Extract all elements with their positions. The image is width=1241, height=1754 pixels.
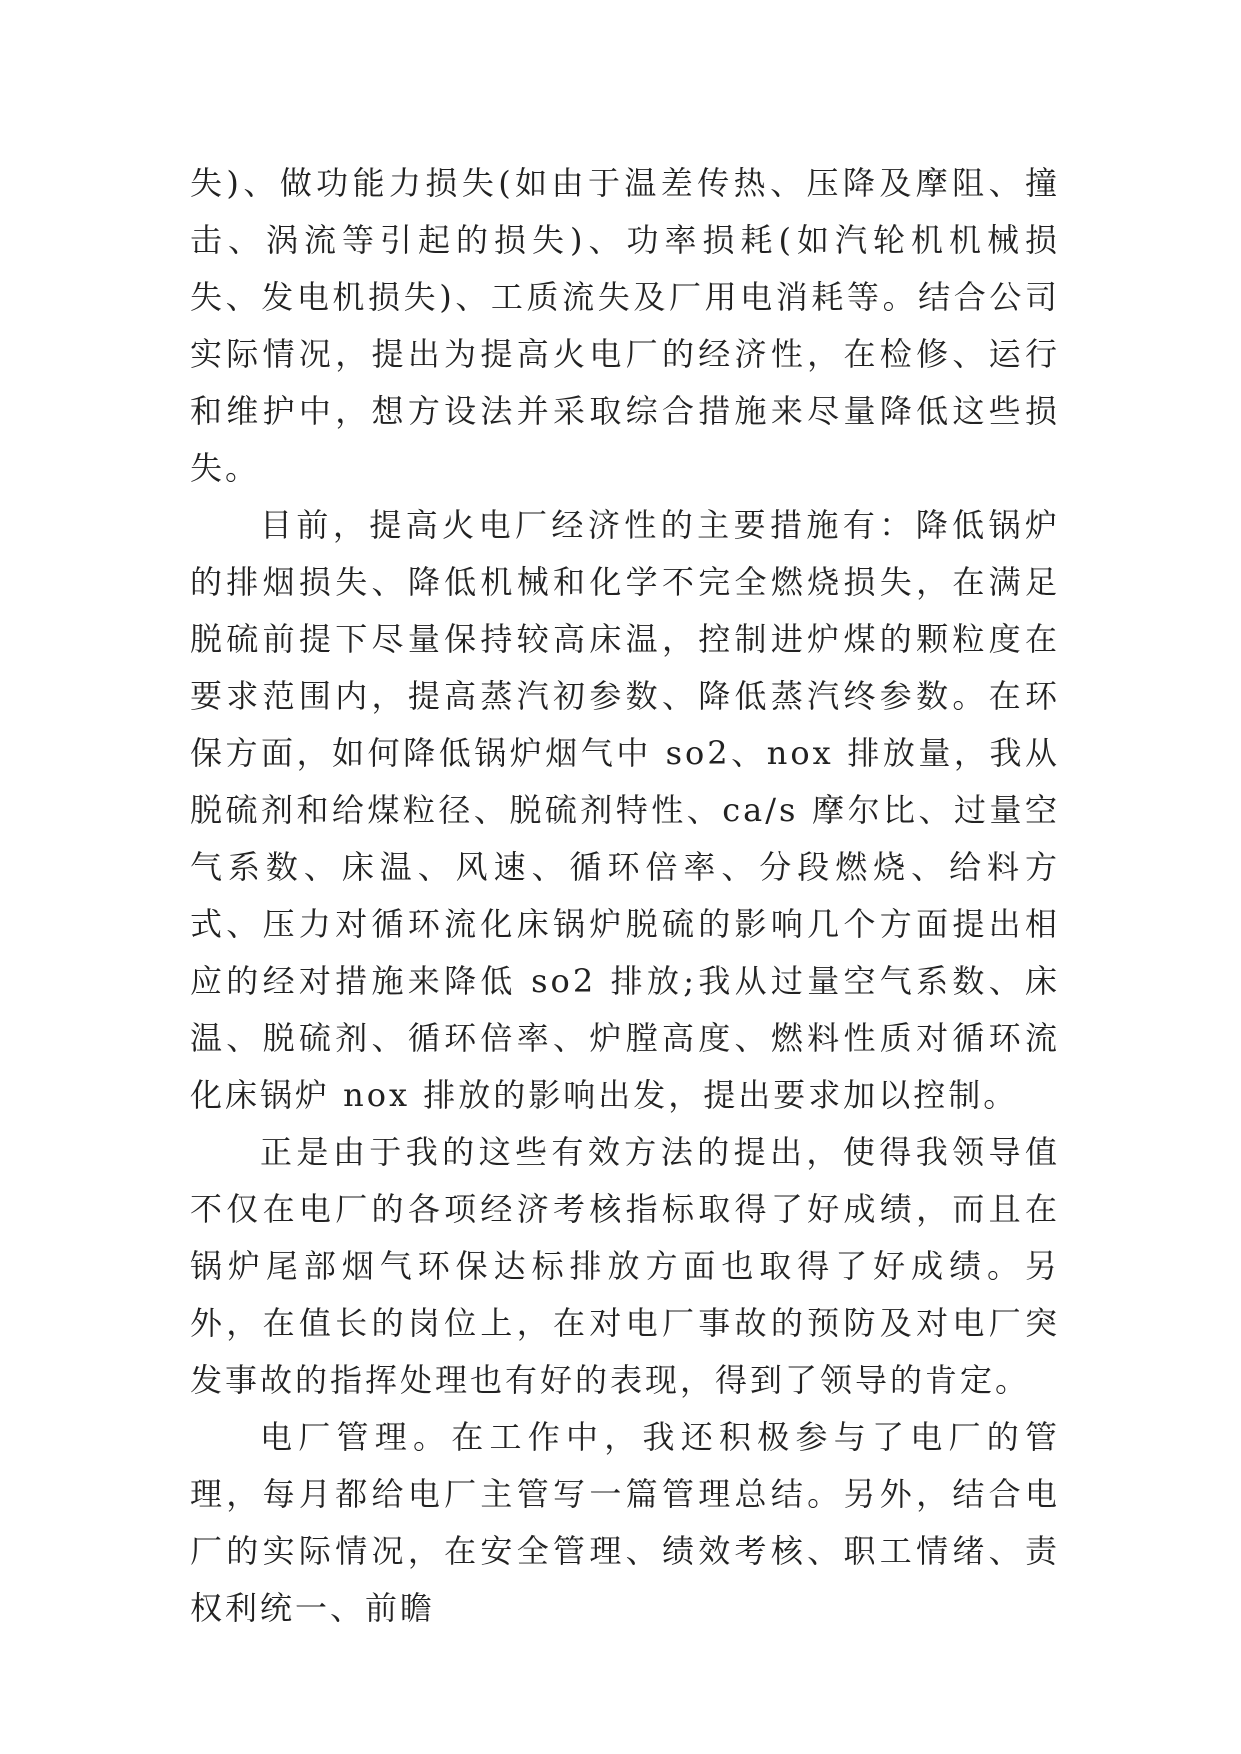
paragraph-management: 电厂管理。在工作中，我还积极参与了电厂的管理，每月都给电厂主管写一篇管理总结。另外，结合电厂的实际情况，在安全管理、绩效考核、职工情绪、责权利统一、前瞻 xyxy=(190,1418,1060,1627)
document-body xyxy=(190,155,1060,1637)
paragraph-continuation: 失)、做功能力损失(如由于温差传热、压降及摩阻、撞击、涡流等引起的损失)、功率损耗(如汽轮机机械损失、发电机损失)、工质流失及厂用电消耗等。结合公司实际情况，提出为提高火电厂的经济性，在检修、运行和维护中，想方设法并采取综合措施来尽量降低这些损失。 xyxy=(190,164,1060,487)
paragraph-measures: 目前，提高火电厂经济性的主要措施有：降低锅炉的排烟损失、降低机械和化学不完全燃烧损失，在满足脱硫前提下尽量保持较高床温，控制进炉煤的颗粒度在要求范围内，提高蒸汽初参数、降低蒸汽终参数。在环保方面，如何降低锅炉烟气中 so2、nox 排放量，我从脱硫剂和给煤粒径、脱硫剂特性、ca/s 摩尔比、过量空气系数、床温、风速、循环倍率、分段燃烧、给料方式、压力对循环流化床锅炉脱硫的影响几个方面提出相应的经对措施来降低 so2 排放;我从过量空气系数、床温、脱硫剂、循环倍率、炉膛高度、燃料性质对循环流化床锅炉 nox 排放的影响出发，提出要求加以控制。 xyxy=(190,506,1060,1114)
paragraph-results: 正是由于我的这些有效方法的提出，使得我领导值不仅在电厂的各项经济考核指标取得了好成绩，而且在锅炉尾部烟气环保达标排放方面也取得了好成绩。另外，在值长的岗位上，在对电厂事故的预防及对电厂突发事故的指挥处理也有好的表现，得到了领导的肯定。 xyxy=(190,1133,1060,1399)
